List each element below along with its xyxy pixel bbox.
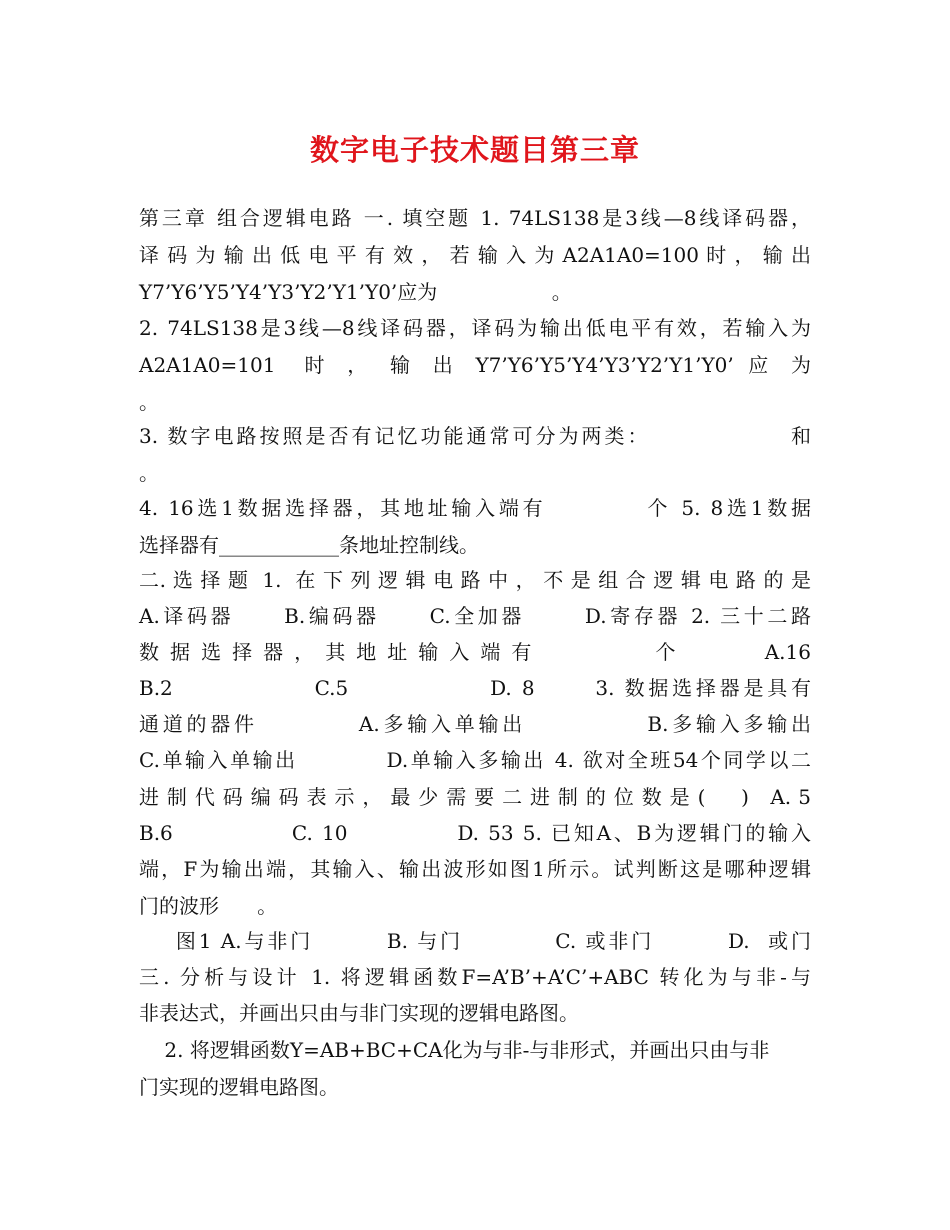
text-line: 选择器有____________条地址控制线。 xyxy=(139,533,479,557)
text-line: 。 xyxy=(139,461,159,485)
text-line: 第三章 组合逻辑电路 一. 填空题 1. 74LS138是3线—8线译码器， xyxy=(139,206,811,230)
text-line: A.译码器 B.编码器 C.全加器 D.寄存器 2. 三十二路 xyxy=(139,604,811,628)
text-line: Y7’Y6’Y5’Y4’Y3’Y2’Y1’Y0’应为 。 xyxy=(139,280,572,304)
text-line: 通道的器件 A.多输入单输出 B.多输入多输出 xyxy=(139,712,811,736)
document-title: 数字电子技术题目第三章 xyxy=(309,133,640,167)
text-line: B.6 C. 10 D. 53 5. 已知A、B为逻辑门的输入 xyxy=(139,821,811,845)
text-line: 译 码 为 输 出 低 电 平 有 效 ， 若 输 入 为 A2A1A0=100 时 ， 输 出 xyxy=(139,243,811,267)
text-line: 数 据 选 择 器 ， 其 地 址 输 入 端 有 个 A.16 xyxy=(139,640,811,664)
text-line: 三. 分析与设计 1. 将逻辑函数F=A’B’+A’C’+ABC 转化为与非-与 xyxy=(139,965,811,989)
text-line: 2. 74LS138是3线—8线译码器，译码为输出低电平有效，若输入为 xyxy=(139,316,811,340)
text-line: 4. 16选1数据选择器，其地址输入端有 个 5. 8选1数据 xyxy=(139,496,811,520)
text-line: 门的波形 。 xyxy=(139,894,278,918)
text-line: 二. 选 择 题 1. 在 下 列 逻 辑 电 路 中 ， 不 是 组 合 逻 辑 电 路 的 是 xyxy=(139,568,811,592)
text-line: C.单输入单输出 D.单输入多输出 4. 欲对全班54个同学以二 xyxy=(139,748,811,772)
text-line: 端，F为输出端，其输入、输出波形如图1所示。试判断这是哪种逻辑 xyxy=(139,857,811,881)
text-line: 2. 将逻辑函数Y=AB+BC+CA化为与非-与非形式，并画出只由与非 xyxy=(139,1038,770,1062)
text-line: 门实现的逻辑电路图。 xyxy=(139,1075,339,1099)
text-line: 。 xyxy=(139,390,159,414)
text-line: A2A1A0=101 时 ， 输 出 Y7’Y6’Y5’Y4’Y3’Y2’Y1’Y0’ 应 为 xyxy=(139,353,811,377)
text-line: 图1 A.与非门 B. 与门 C. 或非门 D. 或门 xyxy=(139,929,811,953)
text-line: B.2 C.5 D. 8 3. 数据选择器是具有 xyxy=(139,676,811,700)
text-line: 非表达式，并画出只由与非门实现的逻辑电路图。 xyxy=(139,1001,579,1025)
text-line: 3. 数字电路按照是否有记忆功能通常可分为两类： 和 xyxy=(139,424,811,448)
text-line: 进 制 代 码 编 码 表 示 ， 最 少 需 要 二 进 制 的 位 数 是 ( ) A. 5 xyxy=(139,785,811,809)
